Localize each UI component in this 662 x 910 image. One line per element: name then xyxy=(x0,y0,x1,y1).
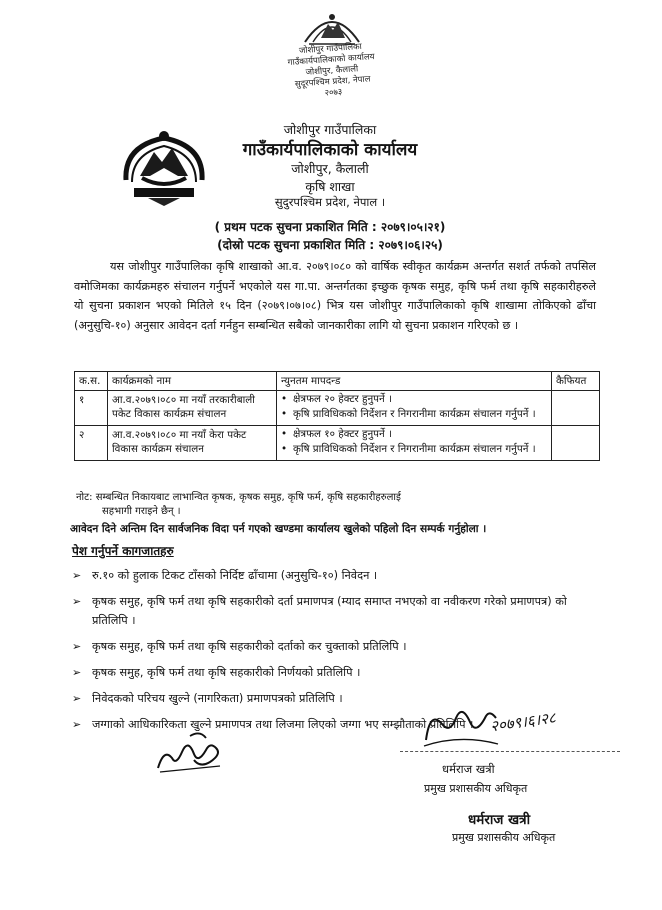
col-header-criteria: न्युनतम मापदन्ड xyxy=(277,372,552,391)
bullet-icon: • xyxy=(281,408,288,420)
province-name: सुदुरपश्चिम प्रदेश, नेपाल । xyxy=(274,195,386,209)
col-header-name: कार्यक्रमको नाम xyxy=(108,372,277,391)
table-row xyxy=(75,391,600,426)
note-line-2: सहभागी गराइने छैन् । xyxy=(102,506,181,517)
bullet-icon: • xyxy=(281,393,288,405)
document-text: कृषक समुह, कृषि फर्म तथा कृषि सहकारीको निर्णयको प्रतिलिपि । xyxy=(92,666,361,679)
row-program-name: आ.व.२०७९।०८० मा नयाँ केरा पकेट विकास कार्यक्रम संचालन xyxy=(108,426,277,461)
row-criteria xyxy=(277,426,552,461)
document-text: कृषक समुह, कृषि फर्म तथा कृषि सहकारीको दर्ताको कर चुक्ताको प्रतिलिपि । xyxy=(92,640,407,653)
seal-line-1: जोशीपुर गाउँपालिका xyxy=(298,41,363,57)
document-text: जग्गाको आधिकारिकता खुल्ने प्रमाणपत्र तथा लिजमा लिएको जग्गा भए सम्झौताको प्रतिलिपि । xyxy=(92,718,474,731)
list-item xyxy=(72,637,592,656)
seal-year: २०७३ xyxy=(324,87,343,99)
second-publication-date: (दोस्रो पटक सुचना प्रकाशित मिति : २०७९।०६।२५) xyxy=(217,238,443,252)
table-note xyxy=(76,491,596,519)
criteria-item: क्षेत्रफल १० हेक्टर हुनुपर्ने । xyxy=(293,428,392,440)
criteria-item: कृषि प्राविधिकको निर्देशन र निगरानीमा कार्यक्रम संचालन गर्नुपर्ने । xyxy=(293,443,536,455)
table-header-row xyxy=(75,372,600,391)
note-line-1: नोट: सम्बन्धित निकायबाट लाभान्वित कृषक, कृषक समुह, कृषि फर्म, कृषि सहकारीहरुलाई xyxy=(76,492,401,503)
row-sn: २ xyxy=(75,426,108,461)
signature-line xyxy=(400,751,620,752)
row-remarks xyxy=(552,426,600,461)
list-item xyxy=(72,689,592,708)
municipality-name: जोशीपुर गाउँपालिका xyxy=(283,122,377,137)
seal-line-3: जोशीपुर, कैलाली xyxy=(305,64,359,78)
list-item xyxy=(72,592,592,630)
col-header-remarks: कैफियत xyxy=(552,372,600,391)
document-text: कृषक समुह, कृषि फर्म तथा कृषि सहकारीको दर्ता प्रमाणपत्र (म्याद समाप्त नभएको वा नवीकरण गरेको प्रमाणपत्र) को प्रतिलिपि । xyxy=(92,595,567,627)
signature-date: २०७९।६।२८ xyxy=(489,708,557,736)
signature-icon xyxy=(150,728,230,778)
arrow-bullet-icon: ➢ xyxy=(72,640,82,653)
document-text: निवेदकको परिचय खुल्ने (नागरिकता) प्रमाणपत्रको प्रतिलिपि । xyxy=(92,692,343,705)
first-publication-date: ( प्रथम पटक सुचना प्रकाशित मिति : २०७९।०५।२१) xyxy=(214,220,446,234)
document-text: रु.१० को हुलाक टिकट टाँसको निर्दिष्ट ढाँचामा (अनुसुचि-१०) निवेदन । xyxy=(92,569,378,582)
office-title: गाउँकार्यपालिकाको कार्यालय xyxy=(242,140,418,160)
program-table xyxy=(74,371,600,461)
holiday-notice: आवेदन दिने अन्तिम दिन सार्वजनिक विदा पर्न गएको खण्डमा कार्यालय खुलेको पहिलो दिन सम्पर्क गर्नुहोला । xyxy=(70,523,487,535)
criteria-item: क्षेत्रफल २० हेक्टर हुनुपर्ने । xyxy=(293,393,392,405)
stamp-designation: प्रमुख प्रशासकीय अधिकृत xyxy=(452,831,556,844)
criteria-item: कृषि प्राविधिकको निर्देशन र निगरानीमा कार्यक्रम संचालन गर्नुपर्ने । xyxy=(293,408,536,420)
arrow-bullet-icon: ➢ xyxy=(72,666,82,679)
documents-heading: पेश गर्नुपर्ने कागजातहरु xyxy=(72,544,174,558)
office-location: जोशीपुर, कैलाली xyxy=(291,161,369,176)
arrow-bullet-icon: ➢ xyxy=(72,718,82,731)
bullet-icon: • xyxy=(281,443,288,455)
notice-body-paragraph: यस जोशीपुर गाउँपालिका कृषि शाखाको आ.व. २०७९।०८० को वार्षिक स्वीकृत कार्यक्रम अन्तर्गत सशर्त तर्फको तपसिल वमोजिमका कार्यक्रमहरु संचालन गर्नुपर्ने भएकोले यस गा.पा. अन्तर्गतका इच्छुक कृषक समुह, कृषि फर्म तथा कृषि सहकारीहरुले यो सुचना प्रकाशन भएको मितिले १५ दिन (२०७९।०७।०८) भित्र यस जोशीपुर गाउँपालिकाको कृषि शाखामा तोकिएको ढाँचा (अनुसुचि-१०) अनुसार आवेदन दर्ता गर्नहुन सम्बन्धित सबैको जानकारीका लागि यो सुचना प्रकाशन गरिएको छ । xyxy=(74,260,596,332)
list-item xyxy=(72,663,592,682)
arrow-bullet-icon: ➢ xyxy=(72,595,82,608)
signatory-designation: प्रमुख प्रशासकीय अधिकृत xyxy=(424,782,528,795)
col-header-sn: क.स. xyxy=(75,372,108,391)
signatory-name: धर्मराज खत्री xyxy=(442,762,495,776)
row-sn: १ xyxy=(75,391,108,426)
seal-line-2: गाउँकार्यपालिकाको कार्यालय xyxy=(287,52,375,69)
row-remarks xyxy=(552,391,600,426)
list-item xyxy=(72,566,592,585)
table-row xyxy=(75,426,600,461)
branch-name: कृषि शाखा xyxy=(305,179,355,194)
seal-line-4: सुदूरपश्चिम प्रदेश, नेपाल xyxy=(294,74,371,90)
row-program-name: आ.व.२०७९।०८० मा नयाँ तरकारीबाली पकेट विकास कार्यक्रम संचालन xyxy=(108,391,277,426)
stamp-name: धर्मराज खत्री xyxy=(468,812,531,828)
bullet-icon: • xyxy=(281,428,288,440)
signature-icon xyxy=(420,700,500,752)
office-seal xyxy=(262,8,402,108)
arrow-bullet-icon: ➢ xyxy=(72,692,82,705)
row-criteria xyxy=(277,391,552,426)
arrow-bullet-icon: ➢ xyxy=(72,569,82,582)
